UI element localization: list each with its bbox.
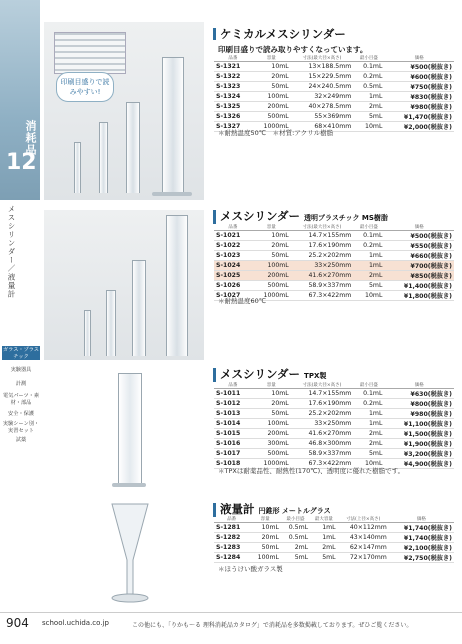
spec-cell: 68×410mm (291, 122, 354, 132)
col-header: 容量 (252, 224, 291, 231)
side-tab-measure[interactable]: 計測 (15, 381, 27, 387)
price: ¥550(税抜き) (384, 241, 454, 251)
spec-cell: 50mL (252, 409, 291, 419)
product-code: S-1321 (214, 62, 252, 72)
col-header: 最小目盛 (353, 224, 384, 231)
spec-cell: 2mL (353, 102, 384, 112)
price: ¥630(税抜き) (384, 389, 454, 399)
spec-cell: 2mL (353, 429, 384, 439)
product-code: S-1284 (214, 553, 249, 563)
spec-cell: 100mL (249, 553, 281, 563)
spec-cell: 72×170mm (338, 553, 389, 563)
side-tab-safety[interactable]: 安全・保護 (8, 411, 34, 417)
spec-cell: 100mL (252, 419, 291, 429)
spec-cell: 200mL (252, 429, 291, 439)
spec-cell: 17.6×190mm (291, 241, 354, 251)
spec-cell: 58.9×337mm (291, 449, 354, 459)
spec-cell: 1mL (310, 523, 338, 533)
product-code: S-1025 (214, 271, 252, 281)
product-code: S-1017 (214, 449, 252, 459)
spec-cell: 14.7×155mm (291, 389, 354, 399)
cylinder-200ml (126, 102, 140, 193)
note-meter-glass: ＊ほうけい酸ガラス製 (218, 565, 283, 573)
spec-cell: 10mL (252, 389, 291, 399)
note-ms: ＊耐熱温度60℃ (218, 297, 267, 305)
spec-cell: 0.1mL (353, 62, 384, 72)
spec-cell: 300mL (252, 439, 291, 449)
cylinder-1000ml (162, 57, 184, 193)
spec-cell: 0.1mL (353, 231, 384, 241)
section-desc-chemical: 印刷目盛りで読み取りやすくなっています。 (218, 45, 368, 54)
table-row (214, 419, 454, 429)
spec-cell: 40×278.5mm (291, 102, 354, 112)
tpx-cylinder (118, 373, 142, 484)
spec-cell: 46.8×300mm (291, 439, 354, 449)
spec-cell: 67.3×422mm (291, 291, 354, 301)
scale-closeup (54, 32, 126, 74)
spec-cell: 10mL (353, 291, 384, 301)
tpx-cylinder-base (112, 483, 146, 487)
table-row (214, 72, 454, 82)
spec-cell: 500mL (252, 112, 291, 122)
table-row (214, 92, 454, 102)
cylinder-medium (106, 290, 116, 356)
note-tpx: ＊TPXは耐薬品性、耐熱性(170℃)、透明度に優れた樹脂です。 (218, 467, 405, 475)
price: ¥1,100(税抜き) (384, 419, 454, 429)
product-code: S-1014 (214, 419, 252, 429)
spec-cell: 25.2×202mm (291, 409, 354, 419)
table-row (214, 241, 454, 251)
col-header: 容量 (249, 516, 281, 523)
side-tab-electric[interactable]: 電気パーツ・素材・部品 (2, 393, 40, 406)
product-code: S-1323 (214, 82, 252, 92)
product-photo-chemical-cylinders (44, 22, 204, 200)
spec-cell: 2mL (353, 439, 384, 449)
col-header: 寸法(上径×高さ) (338, 516, 389, 523)
table-row (214, 409, 454, 419)
col-header: 価格 (389, 516, 454, 523)
spec-cell: 500mL (252, 281, 291, 291)
spec-cell: 200mL (252, 102, 291, 112)
spec-cell: 0.5mL (281, 533, 310, 543)
category-label: 消耗品 (24, 120, 37, 156)
col-header: 品番 (214, 224, 252, 231)
spec-cell: 5mL (310, 553, 338, 563)
spec-cell: 0.2mL (353, 241, 384, 251)
spec-cell: 2mL (310, 543, 338, 553)
table-row (214, 543, 454, 553)
product-code: S-1026 (214, 281, 252, 291)
col-header: 価格 (384, 224, 454, 231)
price: ¥1,900(税抜き) (384, 439, 454, 449)
spec-cell: 5mL (353, 281, 384, 291)
spec-cell: 10mL (252, 62, 291, 72)
price: ¥800(税抜き) (384, 399, 454, 409)
product-code: S-1324 (214, 92, 252, 102)
product-code: S-1023 (214, 251, 252, 261)
spec-cell: 10mL (353, 122, 384, 132)
price: ¥500(税抜き) (384, 62, 454, 72)
spec-cell: 41.6×270mm (291, 429, 354, 439)
spec-cell: 5mL (353, 112, 384, 122)
spec-cell: 33×250mm (291, 261, 354, 271)
col-header: 最小目盛 (353, 382, 384, 389)
side-tab-glass[interactable]: ガラス・プラスチック (2, 347, 39, 360)
cylinder-50ml (99, 122, 108, 193)
price: ¥750(税抜き) (384, 82, 454, 92)
price: ¥600(税抜き) (384, 72, 454, 82)
price: ¥1,740(税抜き) (389, 523, 454, 533)
spec-cell: 100mL (252, 261, 291, 271)
spec-cell: 100mL (252, 92, 291, 102)
product-code: S-1018 (214, 459, 252, 469)
col-header: 寸法(最大径×高さ) (291, 224, 354, 231)
product-photo-meter-glass (100, 498, 160, 606)
spec-cell: 0.1mL (353, 389, 384, 399)
spec-cell: 1mL (353, 409, 384, 419)
spec-table-tpx (214, 382, 454, 469)
product-code: S-1022 (214, 241, 252, 251)
table-row (214, 102, 454, 112)
spec-cell: 17.6×190mm (291, 399, 354, 409)
spec-cell: 1mL (353, 419, 384, 429)
col-header: 品番 (214, 516, 249, 523)
spec-cell: 10mL (252, 231, 291, 241)
product-code: S-1282 (214, 533, 249, 543)
spec-cell: 20mL (252, 72, 291, 82)
table-row (214, 281, 454, 291)
product-code: S-1016 (214, 439, 252, 449)
col-header: 容量 (252, 382, 291, 389)
table-row (214, 399, 454, 409)
price: ¥850(税抜き) (384, 271, 454, 281)
spec-table-chemical (214, 55, 454, 132)
section-title-chemical: ケミカルメスシリンダー (213, 28, 346, 40)
price: ¥2,100(税抜き) (389, 543, 454, 553)
vertical-category-label: メスシリンダー／液量計 (7, 205, 16, 299)
spec-cell: 200mL (252, 271, 291, 281)
table-row (214, 62, 454, 72)
product-code: S-1325 (214, 102, 252, 112)
col-header: 最小目盛 (281, 516, 310, 523)
spec-cell: 500mL (252, 449, 291, 459)
spec-table-ms (214, 224, 454, 301)
spec-cell: 2mL (353, 271, 384, 281)
spec-cell: 33×250mm (291, 419, 354, 429)
col-header: 寸法(最大径×高さ) (291, 55, 354, 62)
spec-cell: 50mL (249, 543, 281, 553)
readability-callout: 印刷目盛りで読みやすい! (56, 72, 114, 102)
side-tab-equipment[interactable]: 実験器具 (10, 367, 32, 373)
price: ¥700(税抜き) (384, 261, 454, 271)
spec-cell: 20mL (252, 241, 291, 251)
product-code: S-1027 (214, 291, 252, 301)
cylinder-large (132, 260, 146, 356)
spec-cell: 1mL (353, 251, 384, 261)
note-chemical: ＊耐熱温度50℃ ＊材質:アクリル樹脂 (218, 129, 334, 137)
cylinder-small (84, 310, 91, 356)
table-row (214, 439, 454, 449)
cylinder-10ml (74, 142, 81, 193)
spec-cell: 62×147mm (338, 543, 389, 553)
col-header: 容量 (252, 55, 291, 62)
spec-cell: 1mL (353, 92, 384, 102)
spec-cell: 10mL (353, 459, 384, 469)
table-row (214, 553, 454, 563)
price: ¥980(税抜き) (384, 409, 454, 419)
spec-cell: 15×229.5mm (291, 72, 354, 82)
spec-cell: 0.5mL (281, 523, 310, 533)
product-code: S-1011 (214, 389, 252, 399)
spec-cell: 1mL (353, 261, 384, 271)
price: ¥1,400(税抜き) (384, 281, 454, 291)
footer-divider (0, 612, 462, 613)
col-header: 価格 (384, 55, 454, 62)
table-row (214, 231, 454, 241)
product-photo-ms-cylinders (44, 210, 204, 360)
spec-cell: 10mL (249, 523, 281, 533)
product-code: S-1013 (214, 409, 252, 419)
spec-cell: 43×140mm (338, 533, 389, 543)
table-row (214, 389, 454, 399)
table-row (214, 523, 454, 533)
product-code: S-1283 (214, 543, 249, 553)
page-number: 904 (6, 616, 29, 630)
col-header: 品番 (214, 382, 252, 389)
spec-cell: 50mL (252, 82, 291, 92)
spec-cell: 0.5mL (353, 82, 384, 92)
section-title-meter-glass: 液量計 円錐形 メートルグラス (213, 503, 331, 517)
spec-cell: 25.2×202mm (291, 251, 354, 261)
spec-cell: 24×240.5mm (291, 82, 354, 92)
spec-cell: 5mL (353, 449, 384, 459)
spec-cell: 1000mL (252, 122, 291, 132)
col-header: 寸法(最大径×高さ) (291, 382, 354, 389)
spec-cell: 1000mL (252, 291, 291, 301)
price: ¥4,900(税抜き) (384, 459, 454, 469)
price: ¥1,740(税抜き) (389, 533, 454, 543)
cylinder-xlarge (166, 215, 188, 356)
spec-cell: 0.2mL (353, 399, 384, 409)
spec-cell: 55×369mm (291, 112, 354, 122)
col-header: 品番 (214, 55, 252, 62)
price: ¥1,800(税抜き) (384, 291, 454, 301)
cylinder-base (152, 192, 192, 196)
table-row (214, 251, 454, 261)
spec-table-meter-glass (214, 516, 454, 563)
product-photo-tpx-cylinder (44, 368, 204, 494)
price: ¥500(税抜き) (384, 231, 454, 241)
side-tab-reagent[interactable]: 試薬 (15, 437, 27, 443)
section-title-tpx: メスシリンダー TPX製 (213, 368, 326, 382)
spec-cell: 2mL (281, 543, 310, 553)
product-code: S-1322 (214, 72, 252, 82)
price: ¥1,470(税抜き) (384, 112, 454, 122)
table-row (214, 449, 454, 459)
col-header: 最小目盛 (353, 55, 384, 62)
product-code: S-1327 (214, 122, 252, 132)
table-row (214, 112, 454, 122)
product-code: S-1015 (214, 429, 252, 439)
meter-glass-drawing (100, 498, 160, 606)
footer-note: この他にも、「りかも〜る 理科消耗品カタログ」で消耗品を多数掲載しております。ぜひご覧ください。 (132, 622, 413, 629)
price: ¥660(税抜き) (384, 251, 454, 261)
spec-cell: 20mL (252, 399, 291, 409)
table-row (214, 429, 454, 439)
table-row (214, 271, 454, 281)
spec-cell: 20mL (249, 533, 281, 543)
site-url[interactable]: school.uchida.co.jp (42, 619, 109, 627)
spec-cell: 1mL (310, 533, 338, 543)
spec-cell: 13×188.5mm (291, 62, 354, 72)
price: ¥2,750(税抜き) (389, 553, 454, 563)
price: ¥3,200(税抜き) (384, 449, 454, 459)
spec-cell: 5mL (281, 553, 310, 563)
product-code: S-1024 (214, 261, 252, 271)
product-code: S-1021 (214, 231, 252, 241)
price: ¥2,000(税抜き) (384, 122, 454, 132)
spec-cell: 50mL (252, 251, 291, 261)
side-tab-kits[interactable]: 実験シーン別・実習セット (2, 421, 40, 434)
product-code: S-1012 (214, 399, 252, 409)
price: ¥830(税抜き) (384, 92, 454, 102)
price: ¥980(税抜き) (384, 102, 454, 112)
product-code: S-1281 (214, 523, 249, 533)
spec-cell: 32×249mm (291, 92, 354, 102)
spec-cell: 41.6×270mm (291, 271, 354, 281)
product-code: S-1326 (214, 112, 252, 122)
price: ¥1,500(税抜き) (384, 429, 454, 439)
spec-cell: 58.9×337mm (291, 281, 354, 291)
spec-cell: 40×112mm (338, 523, 389, 533)
spec-cell: 14.7×155mm (291, 231, 354, 241)
category-number: 12 (6, 150, 37, 175)
table-row (214, 533, 454, 543)
spec-cell: 1000mL (252, 459, 291, 469)
table-row (214, 82, 454, 92)
section-title-ms: メスシリンダー 透明プラスチック MS樹脂 (213, 210, 388, 224)
spec-cell: 0.2mL (353, 72, 384, 82)
col-header: 最大容量 (310, 516, 338, 523)
spec-cell: 67.3×422mm (291, 459, 354, 469)
table-row (214, 261, 454, 271)
col-header: 価格 (384, 382, 454, 389)
